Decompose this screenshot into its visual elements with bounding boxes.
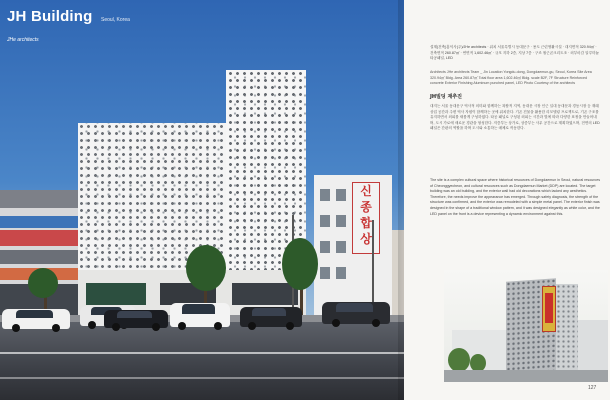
car bbox=[104, 310, 168, 328]
storefront bbox=[232, 283, 298, 305]
vertical-shop-sign bbox=[352, 182, 380, 254]
rendered-tree bbox=[448, 348, 470, 372]
project-info-korean: 설계(건축)홍익사(주)/JHe architects · 위치 서울특별시 동대문구 · 용도 근린생활시설 · 대지면적 320.94㎡ · 건축면적 260.87㎡ · 연면적 1,602.46㎡ · 규모 지하 2층, 지상 7층 · 구조 철근콘크리트조 · 외부마감 알루미늄 타공패널, LED bbox=[430, 45, 600, 61]
street-tree bbox=[28, 268, 58, 298]
project-credits: Architects JHe architects Team _ Jin Location Yongdu-dong, Dongdaemun-gu, Seoul, Korea Site Area 320.94㎡ Bldg. Area 260.87㎡ Total floor area 1,602.46㎡ Bldg. scale B2F, 7F Structure Reinforced concrete Exterior Finishing Aluminum punched panel, LED Photo Courtesy of the architects bbox=[430, 70, 592, 86]
sign-char: 신 bbox=[360, 184, 372, 198]
storefront bbox=[86, 283, 146, 305]
page-number: 127 bbox=[588, 385, 597, 391]
street-tree bbox=[186, 245, 226, 291]
section-heading: JH빌딩 재추진 bbox=[430, 94, 462, 100]
body-text-english: The site is a complex cultural space where historical resources of Dongdaemun in Seoul, natural resources of Cheonggyecheon, and cultural resources such as Dongdaemun Market (DDP) are located. The target building was an old building, and the exterior wall had old decorations which lacked any aesthetics. Therefore, the needs improve the appearance has emerged. Through safety diagnosis, the strength of the structure was confirmed, and the exterior was remodeled with a simple metal panel. The exterior finish was designed in the shape of a traditional window pattern, and it was designed elegantly as white color, and the LED panel on the front is a device representing a dynamic environment against this. bbox=[430, 178, 600, 216]
sign-char: 종 bbox=[360, 200, 372, 214]
building-rendering bbox=[444, 270, 608, 382]
led-banner bbox=[542, 286, 556, 332]
sign-char: 상 bbox=[360, 232, 372, 246]
sign-char: 합 bbox=[360, 216, 372, 230]
low-building bbox=[578, 320, 608, 372]
architect-firm: JHe architects bbox=[7, 37, 39, 43]
right-page bbox=[404, 0, 610, 400]
street-tree bbox=[282, 238, 318, 290]
car bbox=[2, 309, 70, 329]
rendered-tower-side bbox=[556, 284, 578, 372]
left-shops bbox=[0, 190, 78, 318]
project-title: JH Building bbox=[7, 8, 93, 25]
project-location: Seoul, Korea bbox=[100, 17, 130, 23]
body-text-korean: 대지는 서울 동대문구 역사적 의미와 함께하는 복합적 지역, 동대문 시장 인근 일대 동대문과 경동시장 등 재래 상업 공간과 주변 역사 자원이 함께하는 곳에 위치한다. 기존 건물을 활용한 리모델링 프로젝트로, 기존 구조를 유지하면서 외피를 새롭게 구성하였다. 타공 패널로 구성된 외피는 시간과 빛에 따라 다양한 표정을 만들어내며, 도시 가로에 새로운 경관을 형성한다. 저층부는 상가로, 상층부는 사무 공간으로 계획하였으며, 전면의 LED 패널은 간판의 역할을 하며 도시와 소통하는 매체로 작동한다. bbox=[430, 104, 600, 131]
title-block bbox=[7, 8, 130, 26]
car bbox=[322, 302, 390, 324]
road bbox=[0, 322, 404, 400]
car bbox=[170, 303, 230, 327]
car bbox=[240, 307, 302, 327]
